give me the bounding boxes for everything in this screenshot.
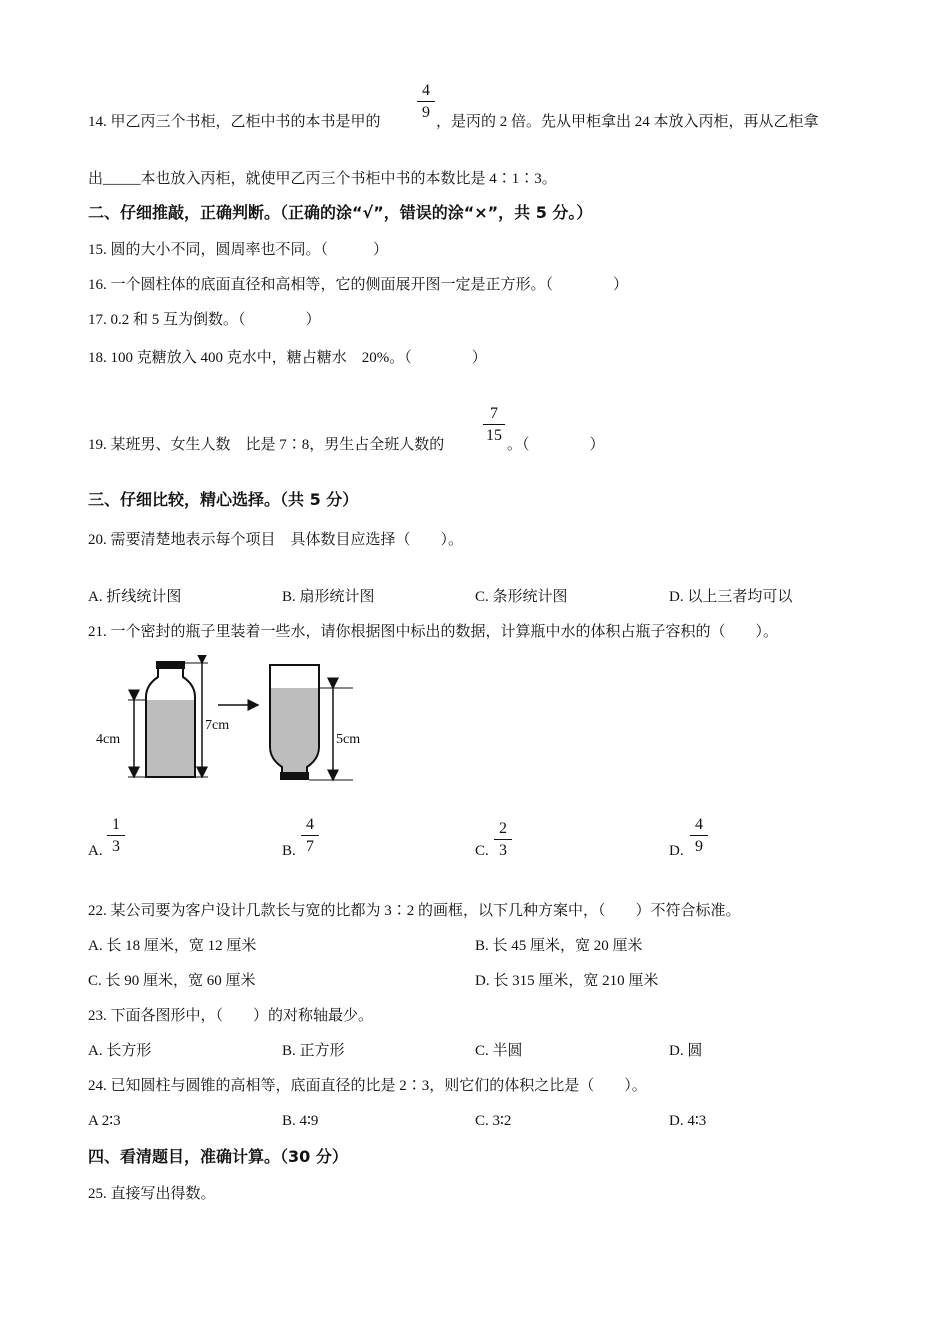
q22-option-b: B. 长 45 厘米，宽 20 厘米: [475, 938, 643, 954]
q24-option-d: D. 4∶3: [669, 1113, 707, 1129]
q16: 16. 一个圆柱体的底面直径和高相等，它的侧面展开图一定是正方形。（ ）: [88, 277, 629, 293]
q21-option-b-fraction: [301, 816, 319, 856]
inverted-bottle: [270, 665, 353, 780]
q21-option-a-fraction: [107, 816, 125, 856]
q21-option-c-letter: C.: [475, 843, 489, 859]
label-7cm: 7cm: [205, 718, 230, 733]
label-4cm: 4cm: [96, 732, 121, 747]
q18: 18. 100 克糖放入 400 克水中，糖占糖水 20%。（ ）: [88, 350, 487, 366]
fraction-numerator: 4: [306, 816, 314, 833]
section-3-title: 三、仔细比较，精心选择。（共 5 分）: [88, 490, 359, 509]
q21-option-d-fraction: [690, 816, 708, 856]
q22-option-a: A. 长 18 厘米，宽 12 厘米: [88, 938, 257, 954]
q21-bottle-figure: [88, 655, 388, 790]
fraction-bar: [417, 101, 435, 102]
q21-option-b-letter: B.: [282, 843, 296, 859]
q21-option-c-fraction: [494, 820, 512, 860]
fraction-bar: [301, 835, 319, 836]
q22-option-d: D. 长 315 厘米，宽 210 厘米: [475, 973, 659, 989]
q21-option-d-letter: D.: [669, 843, 684, 859]
q21-option-a-letter: A.: [88, 843, 103, 859]
fraction-numerator: 4: [422, 82, 430, 99]
fraction-numerator: 4: [695, 816, 703, 833]
fraction-denominator: 7: [306, 838, 314, 855]
upright-cap: [156, 661, 185, 669]
q20-option-c: C. 条形统计图: [475, 589, 568, 605]
fraction-bar: [494, 839, 512, 840]
q23-option-d: D. 圆: [669, 1043, 703, 1059]
label-5cm: 5cm: [336, 732, 361, 747]
upright-water: [146, 700, 195, 777]
q21-stem: 21. 一个密封的瓶子里装着一些水，请你根据图中标出的数据，计算瓶中水的体积占瓶子容积的（ ）。: [88, 624, 779, 640]
q14-line1-part1: 14. 甲乙丙三个书柜，乙柜中书的本书是甲的: [88, 114, 381, 130]
q22-stem: 22. 某公司要为客户设计几款长与宽的比都为 3∶2 的画框，以下几种方案中，（ ）不符合标准。: [88, 903, 741, 919]
fraction-denominator: 9: [422, 104, 430, 121]
q24-stem: 24. 已知圆柱与圆锥的高相等，底面直径的比是 2∶3，则它们的体积之比是（ ）。: [88, 1078, 647, 1094]
q23-stem: 23. 下面各图形中，（ ）的对称轴最少。: [88, 1008, 374, 1024]
section-4-title: 四、看清题目，准确计算。（30 分）: [88, 1147, 348, 1166]
fraction-denominator: 3: [112, 838, 120, 855]
q24-option-b: B. 4∶9: [282, 1113, 319, 1129]
inverted-cap: [280, 772, 309, 780]
q22-option-c: C. 长 90 厘米，宽 60 厘米: [88, 973, 256, 989]
q25: 25. 直接写出得数。: [88, 1186, 216, 1202]
q15: 15. 圆的大小不同，圆周率也不同。（ ）: [88, 242, 389, 258]
fraction-numerator: 2: [499, 820, 507, 837]
q17: 17. 0.2 和 5 互为倒数。（ ）: [88, 312, 321, 328]
fraction-denominator: 3: [499, 842, 507, 859]
q14-line1-part2: ，是丙的 2 倍。先从甲柜拿出 24 本放入丙柜，再从乙柜拿: [436, 114, 819, 130]
fraction-numerator: 7: [490, 405, 498, 422]
fraction-denominator: 9: [695, 838, 703, 855]
fraction-bar: [483, 424, 505, 425]
q14-fraction: [417, 82, 435, 122]
fraction-denominator: 15: [486, 427, 502, 444]
upright-bottle: [128, 661, 208, 777]
q23-option-a: A. 长方形: [88, 1043, 152, 1059]
section-2-title: 二、仔细推敲，正确判断。（正确的涂“√”，错误的涂“×”，共 5 分。）: [88, 203, 593, 222]
q20-stem: 20. 需要清楚地表示每个项目 具体数目应选择（ ）。: [88, 532, 464, 548]
q20-option-a: A. 折线统计图: [88, 589, 182, 605]
q19-part1: 19. 某班男、女生人数 比是 7∶8，男生占全班人数的: [88, 437, 445, 453]
fraction-numerator: 1: [112, 816, 120, 833]
q20-option-d: D. 以上三者均可以: [669, 589, 793, 605]
q24-option-a: A 2∶3: [88, 1113, 121, 1129]
fraction-bar: [690, 835, 708, 836]
q14-line2: 出_____本也放入丙柜，就使甲乙丙三个书柜中书的本数比是 4∶1∶3。: [88, 171, 557, 187]
q20-option-b: B. 扇形统计图: [282, 589, 375, 605]
q19-fraction: [483, 405, 505, 445]
fraction-bar: [107, 835, 125, 836]
q23-option-c: C. 半圆: [475, 1043, 523, 1059]
q19-part2: 。（ ）: [507, 437, 605, 453]
q24-option-c: C. 3∶2: [475, 1113, 512, 1129]
q23-option-b: B. 正方形: [282, 1043, 345, 1059]
